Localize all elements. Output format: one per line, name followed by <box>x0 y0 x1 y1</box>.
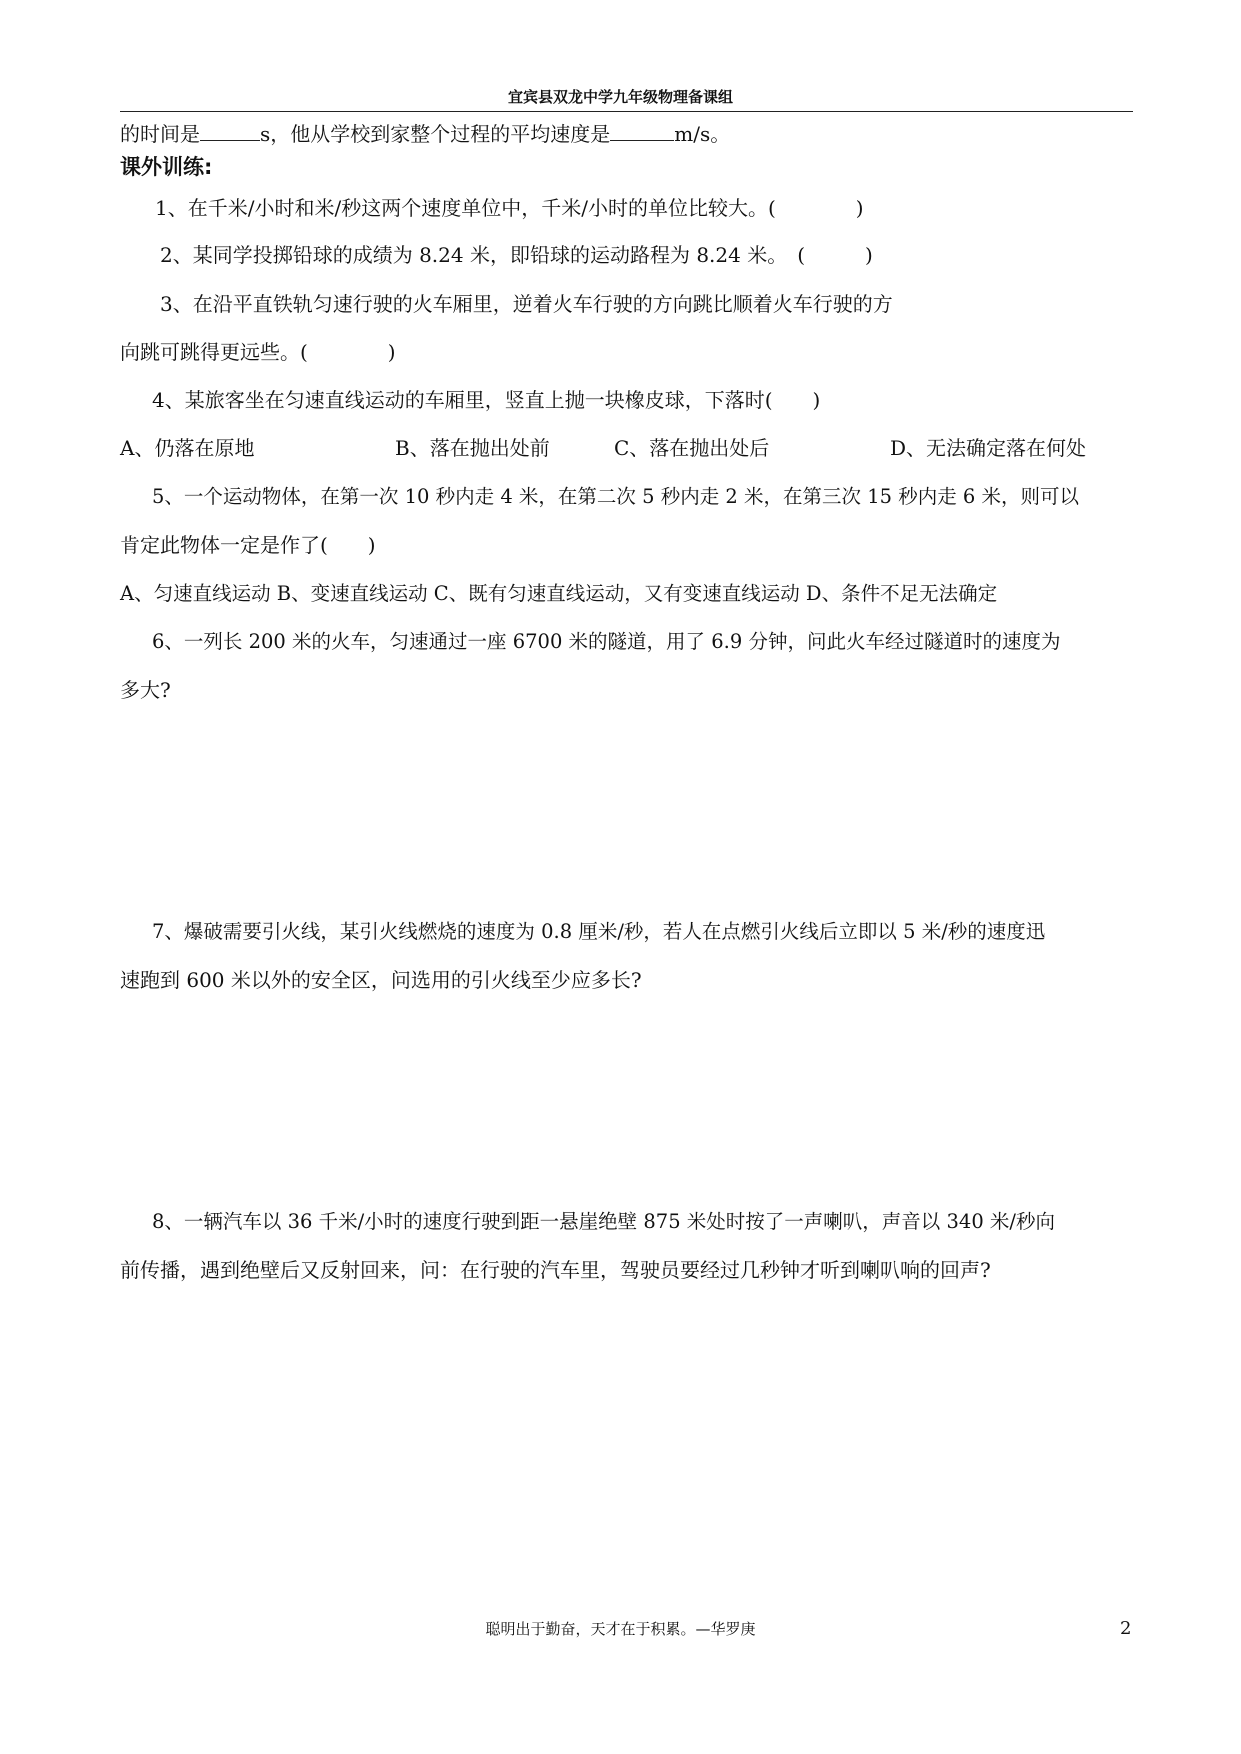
question-2: 2、某同学投掷铅球的成绩为 8.24 米，即铅球的运动路程为 8.24 米。 ( ) <box>160 243 873 267</box>
question-7-line2: 速跑到 600 米以外的安全区，问选用的引火线至少应多长? <box>120 968 642 992</box>
q4-option-d: D、无法确定落在何处 <box>890 436 1087 460</box>
footer-quote: 聪明出于勤奋，天才在于积累。—华罗庚 <box>485 1620 756 1638</box>
answer-blank-speed <box>610 122 674 141</box>
section-title: 课外训练: <box>120 155 213 179</box>
header-rule <box>120 111 1133 112</box>
question-6-line2: 多大? <box>120 678 171 702</box>
answer-blank-time <box>200 122 260 141</box>
question-4: 4、某旅客坐在匀速直线运动的车厢里，竖直上抛一块橡皮球，下落时( ) <box>152 388 821 412</box>
q4-option-c: C、落在抛出处后 <box>614 436 770 460</box>
top-line-part2: s，他从学校到家整个过程的平均速度是 <box>260 122 611 146</box>
question-5-options: A、匀速直线运动 B、变速直线运动 C、既有匀速直线运动，又有变速直线运动 D、条件不足无法确定 <box>120 582 998 605</box>
question-1: 1、在千米/小时和米/秒这两个速度单位中，千米/小时的单位比较大。( ) <box>155 196 864 220</box>
question-5-line2: 肯定此物体一定是作了( ) <box>120 533 376 557</box>
top-line-part3: m/s。 <box>674 122 731 146</box>
question-7-line1: 7、爆破需要引火线，某引火线燃烧的速度为 0.8 厘米/秒，若人在点燃引火线后立即以 5 米/秒的速度迅 <box>152 920 1046 943</box>
q4-option-a: A、仍落在原地 <box>120 436 255 460</box>
question-6-line1: 6、一列长 200 米的火车，匀速通过一座 6700 米的隧道，用了 6.9 分钟，问此火车经过隧道时的速度为 <box>152 630 1061 653</box>
question-8-line1: 8、一辆汽车以 36 千米/小时的速度行驶到距一悬崖绝壁 875 米处时按了一声喇叭，声音以 340 米/秒向 <box>152 1210 1055 1233</box>
q4-option-b: B、落在抛出处前 <box>395 436 550 460</box>
question-3-line2: 向跳可跳得更远些。( ) <box>120 340 396 364</box>
page-number: 2 <box>1120 1618 1132 1639</box>
question-5-line1: 5、一个运动物体，在第一次 10 秒内走 4 米，在第二次 5 秒内走 2 米，在第三次 15 秒内走 6 米，则可以 <box>152 485 1080 508</box>
question-3-line1: 3、在沿平直铁轨匀速行驶的火车厢里，逆着火车行驶的方向跳比顺着火车行驶的方 <box>160 292 893 316</box>
top-line-part1: 的时间是 <box>120 122 200 146</box>
question-8-line2: 前传播，遇到绝壁后又反射回来，问：在行驶的汽车里，驾驶员要经过几秒钟才听到喇叭响的回声? <box>120 1258 991 1282</box>
page-header: 宜宾县双龙中学九年级物理备课组 <box>507 88 733 106</box>
top-line <box>120 122 730 146</box>
